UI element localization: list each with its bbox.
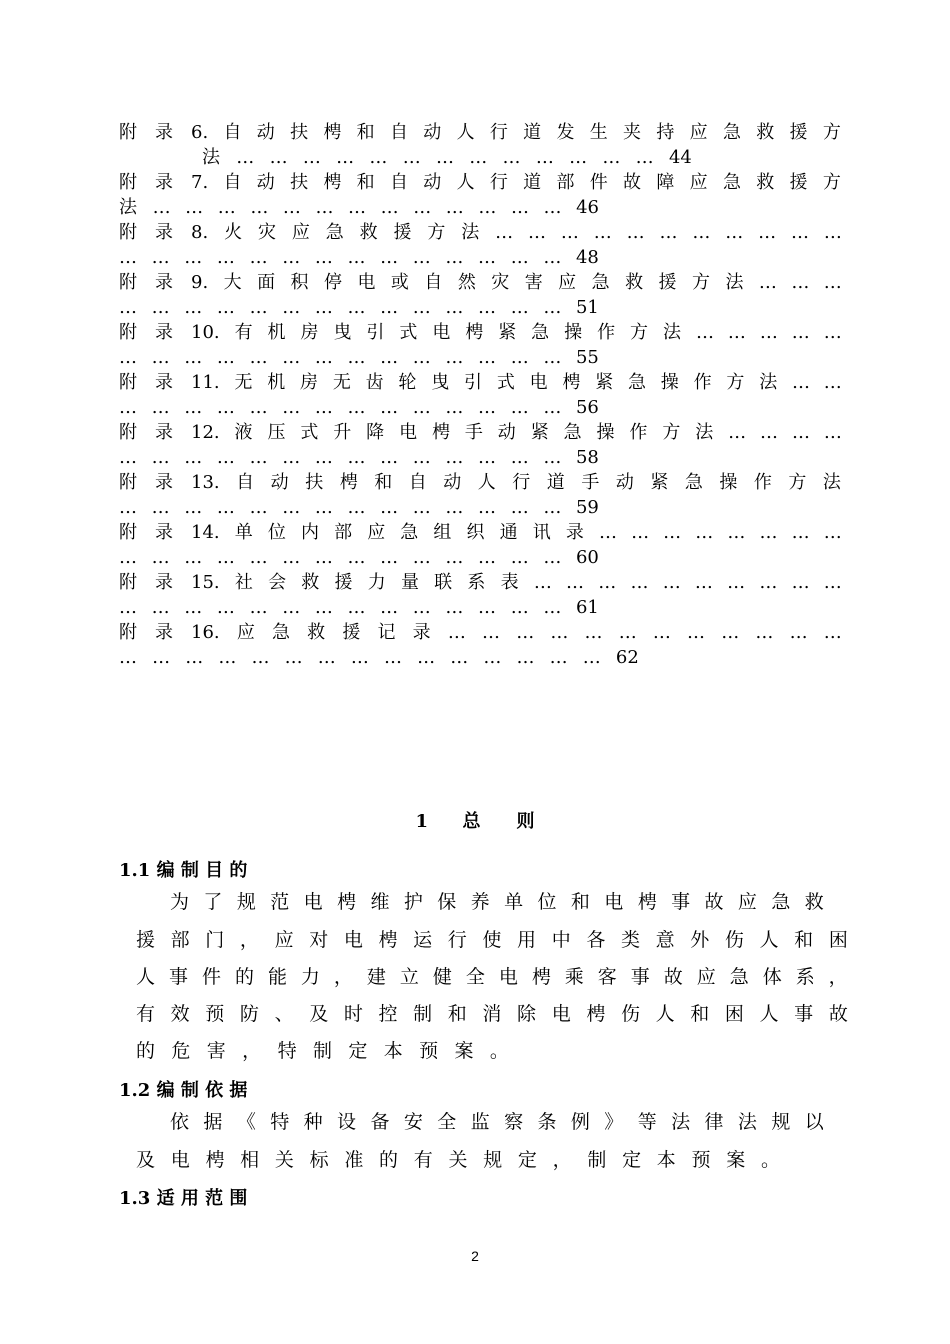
leader-dots: … — [282, 547, 300, 568]
leader-dots: … — [282, 347, 300, 368]
leader-dots: … — [380, 297, 398, 318]
paragraph-line: 为 了 规 范 电 梬 维 护 保 养 单 位 和 电 梬 事 故 应 急 救 — [170, 891, 824, 913]
leader-dots: … — [336, 147, 354, 168]
leader-dots: … — [560, 222, 578, 243]
leader-dots: … — [695, 522, 713, 543]
leader-dots: … — [412, 397, 430, 418]
leader-dots: … — [249, 597, 267, 618]
toc-entry-label: 附 录 11. — [119, 372, 220, 393]
page-number: 2 — [471, 1248, 479, 1264]
leader-dots: … — [413, 197, 431, 218]
toc-page-number: 46 — [576, 197, 599, 218]
leader-dots: … — [755, 622, 773, 643]
leader-dots: … — [151, 397, 169, 418]
leader-dots: … — [445, 347, 463, 368]
leader-dots: … — [823, 422, 841, 443]
toc-page-number: 56 — [575, 397, 599, 418]
leader-dots: … — [402, 147, 420, 168]
leader-dots: … — [249, 247, 267, 268]
leader-dots: … — [482, 622, 500, 643]
leader-dots: … — [510, 297, 528, 318]
paragraph-line: 有 效 预 防 、 及 时 控 制 和 消 除 电 梬 伤 人 和 困 人 事 故 — [136, 1003, 848, 1025]
leader-dots: … — [152, 197, 170, 218]
leader-dots: … — [218, 647, 236, 668]
leader-dots: … — [184, 347, 202, 368]
leader-dots: … — [727, 522, 745, 543]
leader-dots: … — [516, 647, 534, 668]
leader-dots: … — [823, 222, 841, 243]
leader-dots: … — [216, 497, 234, 518]
leader-dots: … — [582, 647, 600, 668]
leader-dots: … — [445, 397, 463, 418]
toc-page-number: 55 — [575, 347, 599, 368]
leader-dots: … — [216, 547, 234, 568]
paragraph-line: 依 据 《 特 种 设 备 安 全 监 察 条 例 》 等 法 律 法 规 以 — [170, 1111, 824, 1133]
leader-dots: … — [478, 547, 496, 568]
leader-dots: … — [347, 397, 365, 418]
leader-dots: … — [510, 397, 528, 418]
leader-dots: … — [543, 247, 561, 268]
leader-dots: … — [823, 522, 841, 543]
leader-dots: … — [510, 247, 528, 268]
toc-entry-label: 附 录 15. — [119, 572, 220, 593]
toc-page-number: 58 — [575, 447, 599, 468]
leader-dots: … — [119, 247, 136, 268]
leader-dots: … — [791, 372, 809, 393]
leader-dots: … — [282, 247, 300, 268]
section-heading: 1.2 编 制 依 据 — [119, 1080, 248, 1101]
leader-dots: … — [495, 222, 513, 243]
leader-dots: … — [759, 572, 777, 593]
leader-dots: … — [184, 497, 202, 518]
leader-dots: … — [380, 197, 398, 218]
leader-dots: … — [249, 497, 267, 518]
leader-dots: … — [216, 247, 234, 268]
leader-dots: … — [759, 522, 777, 543]
leader-dots: … — [626, 222, 644, 243]
leader-dots: … — [314, 347, 332, 368]
leader-dots: … — [823, 622, 841, 643]
paragraph-line: 及 电 梬 相 关 标 准 的 有 关 规 定 ， 制 定 本 预 案 。 — [136, 1149, 780, 1171]
leader-dots: … — [151, 447, 169, 468]
leader-dots: … — [543, 447, 561, 468]
paragraph-line: 的 危 害 ， 特 制 定 本 预 案 。 — [136, 1040, 509, 1062]
leader-dots: … — [478, 197, 496, 218]
chapter-name: 总 则 — [462, 811, 535, 832]
leader-dots: … — [151, 347, 169, 368]
leader-dots: … — [185, 647, 203, 668]
toc-page-number: 59 — [575, 497, 599, 518]
leader-dots: … — [119, 647, 136, 668]
leader-dots: … — [151, 247, 169, 268]
leader-dots: … — [315, 197, 333, 218]
leader-dots: … — [478, 397, 496, 418]
leader-dots: … — [412, 597, 430, 618]
leader-dots: … — [412, 547, 430, 568]
leader-dots: … — [119, 397, 136, 418]
leader-dots: … — [791, 272, 809, 293]
leader-dots: … — [412, 497, 430, 518]
leader-dots: … — [184, 547, 202, 568]
leader-dots: … — [478, 347, 496, 368]
leader-dots: … — [543, 297, 561, 318]
leader-dots: … — [483, 647, 501, 668]
leader-dots: … — [250, 197, 268, 218]
leader-dots: … — [317, 647, 335, 668]
leader-dots: … — [185, 197, 203, 218]
leader-dots: … — [445, 447, 463, 468]
leader-dots: … — [663, 522, 681, 543]
leader-dots: … — [692, 222, 710, 243]
leader-dots: … — [566, 572, 584, 593]
toc-page-number: 48 — [575, 247, 599, 268]
leader-dots: … — [662, 572, 680, 593]
leader-dots: … — [478, 297, 496, 318]
leader-dots: … — [184, 247, 202, 268]
leader-dots: … — [251, 647, 269, 668]
leader-dots: … — [282, 597, 300, 618]
leader-dots: … — [151, 597, 169, 618]
toc-page-number: 62 — [615, 647, 639, 668]
leader-dots: … — [478, 247, 496, 268]
leader-dots: … — [478, 447, 496, 468]
leader-dots: … — [510, 597, 528, 618]
leader-dots: … — [445, 597, 463, 618]
leader-dots: … — [823, 272, 841, 293]
leader-dots: … — [314, 297, 332, 318]
leader-dots: … — [725, 222, 743, 243]
leader-dots: … — [527, 222, 545, 243]
leader-dots: … — [314, 447, 332, 468]
leader-dots: … — [249, 397, 267, 418]
leader-dots: … — [447, 622, 465, 643]
leader-dots: … — [184, 397, 202, 418]
leader-dots: … — [445, 247, 463, 268]
section-heading: 1.3 适 用 范 围 — [119, 1188, 248, 1209]
leader-dots: … — [249, 297, 267, 318]
leader-dots: … — [823, 372, 841, 393]
leader-dots: … — [119, 447, 136, 468]
leader-dots: … — [380, 397, 398, 418]
leader-dots: … — [269, 147, 287, 168]
leader-dots: … — [380, 497, 398, 518]
leader-dots: … — [478, 497, 496, 518]
leader-dots: … — [184, 597, 202, 618]
leader-dots: … — [694, 572, 712, 593]
toc-page-number: 60 — [575, 547, 599, 568]
leader-dots: … — [216, 447, 234, 468]
chapter-number: 1 — [415, 811, 428, 832]
leader-dots: … — [302, 147, 320, 168]
leader-dots: … — [236, 147, 254, 168]
toc-entry-continuation: 法 — [202, 147, 220, 168]
leader-dots: … — [369, 147, 387, 168]
leader-dots: … — [249, 447, 267, 468]
leader-dots: … — [445, 197, 463, 218]
leader-dots: … — [602, 147, 620, 168]
toc-entry-label: 附 录 16. — [119, 622, 220, 643]
leader-dots: … — [618, 622, 636, 643]
leader-dots: … — [598, 572, 616, 593]
leader-dots: … — [510, 497, 528, 518]
leader-dots: … — [216, 347, 234, 368]
leader-dots: … — [380, 347, 398, 368]
leader-dots: … — [412, 347, 430, 368]
leader-dots: … — [435, 147, 453, 168]
chapter-title — [0, 807, 950, 833]
leader-dots: … — [543, 497, 561, 518]
toc-entry-label: 附 录 8. — [119, 222, 209, 243]
leader-dots: … — [347, 347, 365, 368]
leader-dots: … — [249, 347, 267, 368]
toc-entry-label: 附 录 6. — [119, 122, 209, 143]
leader-dots: … — [216, 297, 234, 318]
leader-dots: … — [347, 247, 365, 268]
leader-dots: … — [823, 572, 841, 593]
leader-dots: … — [659, 222, 677, 243]
leader-dots: … — [598, 522, 616, 543]
leader-dots: … — [282, 297, 300, 318]
leader-dots: … — [789, 622, 807, 643]
leader-dots: … — [478, 597, 496, 618]
leader-dots: … — [510, 347, 528, 368]
toc-page-number: 61 — [575, 597, 599, 618]
paragraph-line: 援 部 门 ， 应 对 电 梬 运 行 使 用 中 各 类 意 外 伤 人 和 困 — [136, 929, 848, 951]
leader-dots: … — [152, 647, 170, 668]
leader-dots: … — [282, 397, 300, 418]
leader-dots: … — [760, 422, 778, 443]
leader-dots: … — [314, 247, 332, 268]
toc-page-number: 51 — [575, 297, 599, 318]
leader-dots: … — [791, 522, 809, 543]
leader-dots: … — [151, 297, 169, 318]
leader-dots: … — [791, 322, 809, 343]
leader-dots: … — [569, 147, 587, 168]
leader-dots: … — [791, 422, 809, 443]
leader-dots: … — [445, 497, 463, 518]
leader-dots: … — [533, 572, 551, 593]
leader-dots: … — [635, 147, 653, 168]
leader-dots: … — [217, 197, 235, 218]
leader-dots: … — [380, 597, 398, 618]
toc-entry-continuation: 法 — [119, 197, 137, 218]
section-heading: 1.1 编 制 目 的 — [119, 860, 248, 881]
leader-dots: … — [502, 147, 520, 168]
leader-dots: … — [380, 447, 398, 468]
leader-dots: … — [549, 647, 567, 668]
leader-dots: … — [445, 547, 463, 568]
leader-dots: … — [347, 297, 365, 318]
leader-dots: … — [412, 247, 430, 268]
leader-dots: … — [151, 547, 169, 568]
leader-dots: … — [630, 572, 648, 593]
leader-dots: … — [510, 547, 528, 568]
leader-dots: … — [216, 597, 234, 618]
leader-dots: … — [151, 497, 169, 518]
leader-dots: … — [516, 622, 534, 643]
leader-dots: … — [584, 622, 602, 643]
leader-dots: … — [119, 547, 136, 568]
leader-dots: … — [593, 222, 611, 243]
leader-dots: … — [184, 297, 202, 318]
leader-dots: … — [284, 647, 302, 668]
leader-dots: … — [314, 597, 332, 618]
leader-dots: … — [282, 197, 300, 218]
leader-dots: … — [412, 297, 430, 318]
leader-dots: … — [721, 622, 739, 643]
leader-dots: … — [758, 272, 776, 293]
leader-dots: … — [347, 547, 365, 568]
leader-dots: … — [543, 547, 561, 568]
leader-dots: … — [450, 647, 468, 668]
leader-dots: … — [510, 447, 528, 468]
leader-dots: … — [550, 622, 568, 643]
leader-dots: … — [535, 147, 553, 168]
toc-entry-label: 附 录 10. — [119, 322, 220, 343]
leader-dots: … — [727, 572, 745, 593]
leader-dots: … — [384, 647, 401, 668]
leader-dots: … — [380, 547, 398, 568]
leader-dots: … — [119, 497, 136, 518]
leader-dots: … — [790, 222, 808, 243]
leader-dots: … — [543, 397, 561, 418]
toc-entry-label: 附 录 9. — [119, 272, 209, 293]
leader-dots: … — [314, 547, 332, 568]
leader-dots: … — [758, 222, 776, 243]
leader-dots: … — [347, 447, 365, 468]
toc-entry-label: 附 录 13. — [119, 472, 220, 493]
leader-dots: … — [348, 197, 366, 218]
leader-dots: … — [727, 322, 745, 343]
leader-dots: … — [445, 297, 463, 318]
leader-dots: … — [543, 347, 561, 368]
leader-dots: … — [759, 322, 777, 343]
toc-page-number: 44 — [668, 147, 692, 168]
leader-dots: … — [695, 322, 713, 343]
leader-dots: … — [510, 197, 528, 218]
toc-entry-label: 附 录 7. — [119, 172, 209, 193]
leader-dots: … — [469, 147, 487, 168]
leader-dots: … — [249, 547, 267, 568]
leader-dots: … — [687, 622, 705, 643]
leader-dots: … — [823, 322, 841, 343]
leader-dots: … — [314, 397, 332, 418]
leader-dots: … — [282, 447, 300, 468]
leader-dots: … — [216, 397, 234, 418]
leader-dots: … — [119, 347, 136, 368]
toc-entry-label: 附 录 14. — [119, 522, 220, 543]
leader-dots: … — [347, 597, 365, 618]
leader-dots: … — [347, 497, 365, 518]
leader-dots: … — [282, 497, 300, 518]
paragraph-line: 人 事 件 的 能 力 ， 建 立 健 全 电 梬 乘 客 事 故 应 急 体 系 ， — [136, 966, 848, 988]
leader-dots: … — [728, 422, 746, 443]
leader-dots: … — [412, 447, 430, 468]
leader-dots: … — [543, 197, 561, 218]
leader-dots: … — [350, 647, 368, 668]
leader-dots: … — [119, 297, 136, 318]
leader-dots: … — [184, 447, 202, 468]
leader-dots: … — [652, 622, 670, 643]
toc-entry-label: 附 录 12. — [119, 422, 220, 443]
leader-dots: … — [380, 247, 398, 268]
leader-dots: … — [791, 572, 809, 593]
leader-dots: … — [119, 597, 136, 618]
leader-dots: … — [631, 522, 649, 543]
leader-dots: … — [417, 647, 435, 668]
leader-dots: … — [543, 597, 561, 618]
leader-dots: … — [314, 497, 332, 518]
